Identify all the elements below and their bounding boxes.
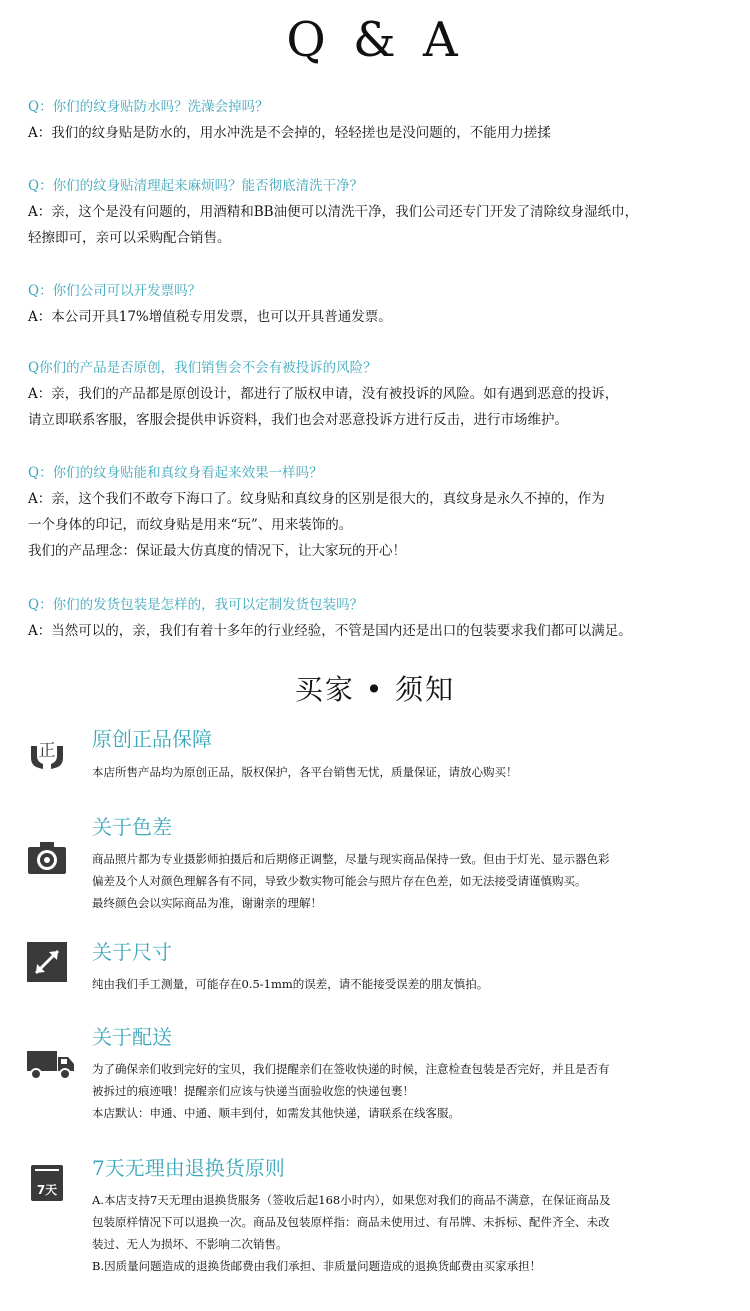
notice-heading: 原创正品保障 xyxy=(92,727,212,751)
notice-heading: 关于配送 xyxy=(92,1025,172,1049)
seven-day-icon-char: 7天 xyxy=(36,1183,58,1197)
notice-heading: 7天无理由退换货原则 xyxy=(92,1156,285,1180)
answer-line: A：亲，这个我们不敢夸下海口了。纹身贴和真纹身的区别是很大的，真纹身是永久不掉的，作为 xyxy=(28,491,605,507)
notice-line: 最终颜色会以实际商品为准，谢谢亲的理解！ xyxy=(92,896,322,910)
question: Q：你们公司可以开发票吗？ xyxy=(28,283,202,299)
question: Q：你们的纹身贴清理起来麻烦吗？能否彻底清洗干净？ xyxy=(28,178,364,194)
notice-line: 本店默认：申通、中通、顺丰到付，如需发其他快递，请联系在线客服。 xyxy=(92,1106,460,1120)
notice-line: 被拆过的痕迹哦！提醒亲们应该与快递当面验收您的快递包裹！ xyxy=(92,1084,414,1098)
answer-line: 我们的产品理念：保证最大仿真度的情况下，让大家玩的开心！ xyxy=(28,543,406,559)
question: Q你们的产品是否原创，我们销售会不会有被投诉的风险？ xyxy=(28,360,377,376)
notice-heading: 关于色差 xyxy=(92,815,172,839)
answer-line: A：本公司开具17%增值税专用发票，也可以开具普通发票。 xyxy=(28,309,392,325)
genuine-icon xyxy=(27,732,67,772)
qa-item xyxy=(28,460,728,564)
answer-line: 一个身体的印记，而纹身贴是用来“玩”、用来装饰的。 xyxy=(28,517,353,533)
answer-line: A：亲，我们的产品都是原创设计，都进行了版权申请，没有被投诉的风险。如有遇到恶意的投诉， xyxy=(28,386,619,402)
answer-line: A：亲，这个是没有问题的，用酒精和BB油便可以清洗干净，我们公司还专门开发了清除纹身湿纸巾， xyxy=(28,204,639,220)
notice-title: 买家 • 须知 xyxy=(294,673,456,706)
camera-icon xyxy=(27,838,67,878)
truck-icon xyxy=(27,1048,75,1080)
qa-item xyxy=(28,173,728,251)
resize-icon xyxy=(27,942,67,982)
notice-line: 纯由我们手工测量，可能存在0.5-1mm的误差，请不能接受误差的朋友慎拍。 xyxy=(92,977,489,991)
qa-item xyxy=(28,592,728,644)
answer-line: 请立即联系客服，客服会提供申诉资料，我们也会对恶意投诉方进行反击，进行市场维护。 xyxy=(28,412,568,428)
answer-line: A：当然可以的，亲，我们有着十多年的行业经验，不管是国内还是出口的包装要求我们都可以满足。 xyxy=(28,623,632,639)
page-title: Q & A xyxy=(286,12,464,68)
notice-line: 偏差及个人对颜色理解各有不同，导致少数实物可能会与照片存在色差，如无法接受请谨慎购买。 xyxy=(92,874,587,888)
notice-heading: 关于尺寸 xyxy=(92,940,172,964)
notice-line: 装过、无人为损坏、不影响二次销售。 xyxy=(92,1237,288,1251)
question: Q：你们的纹身贴防水吗？洗澡会掉吗？ xyxy=(28,99,269,115)
qa-item xyxy=(28,94,728,146)
question: Q：你们的纹身贴能和真纹身看起来效果一样吗？ xyxy=(28,465,323,481)
answer-line: 轻擦即可，亲可以采购配合销售。 xyxy=(28,230,231,246)
notice-line: 为了确保亲们收到完好的宝贝，我们提醒亲们在签收快递的时候，注意检查包装是否完好，并且是否有 xyxy=(92,1062,610,1076)
notice-line: 商品照片都为专业摄影师拍摄后和后期修正调整，尽量与现实商品保持一致。但由于灯光、显示器色彩 xyxy=(92,852,610,866)
notice-line: 本店所售产品均为原创正品，版权保护，各平台销售无忧，质量保证，请放心购买！ xyxy=(92,765,518,779)
genuine-icon-char: 正 xyxy=(38,741,56,761)
notice-line: 包装原样情况下可以退换一次。商品及包装原样指：商品未使用过、有吊牌、未拆标、配件齐全、未改 xyxy=(92,1215,610,1229)
seven-day-icon xyxy=(27,1163,67,1203)
answer-line: A：我们的纹身贴是防水的，用水冲洗是不会掉的，轻轻搓也是没问题的，不能用力搓揉 xyxy=(28,125,551,141)
notice-line: B.因质量问题造成的退换货邮费由我们承担、非质量问题造成的退换货邮费由买家承担！ xyxy=(92,1259,542,1273)
qa-item xyxy=(28,278,728,330)
notice-line: A.本店支持7天无理由退换货服务（签收后起168小时内），如果您对我们的商品不满意，在保证商品及 xyxy=(92,1193,611,1207)
question: Q：你们的发货包装是怎样的，我可以定制发货包装吗？ xyxy=(28,597,364,613)
qa-item xyxy=(28,355,728,433)
